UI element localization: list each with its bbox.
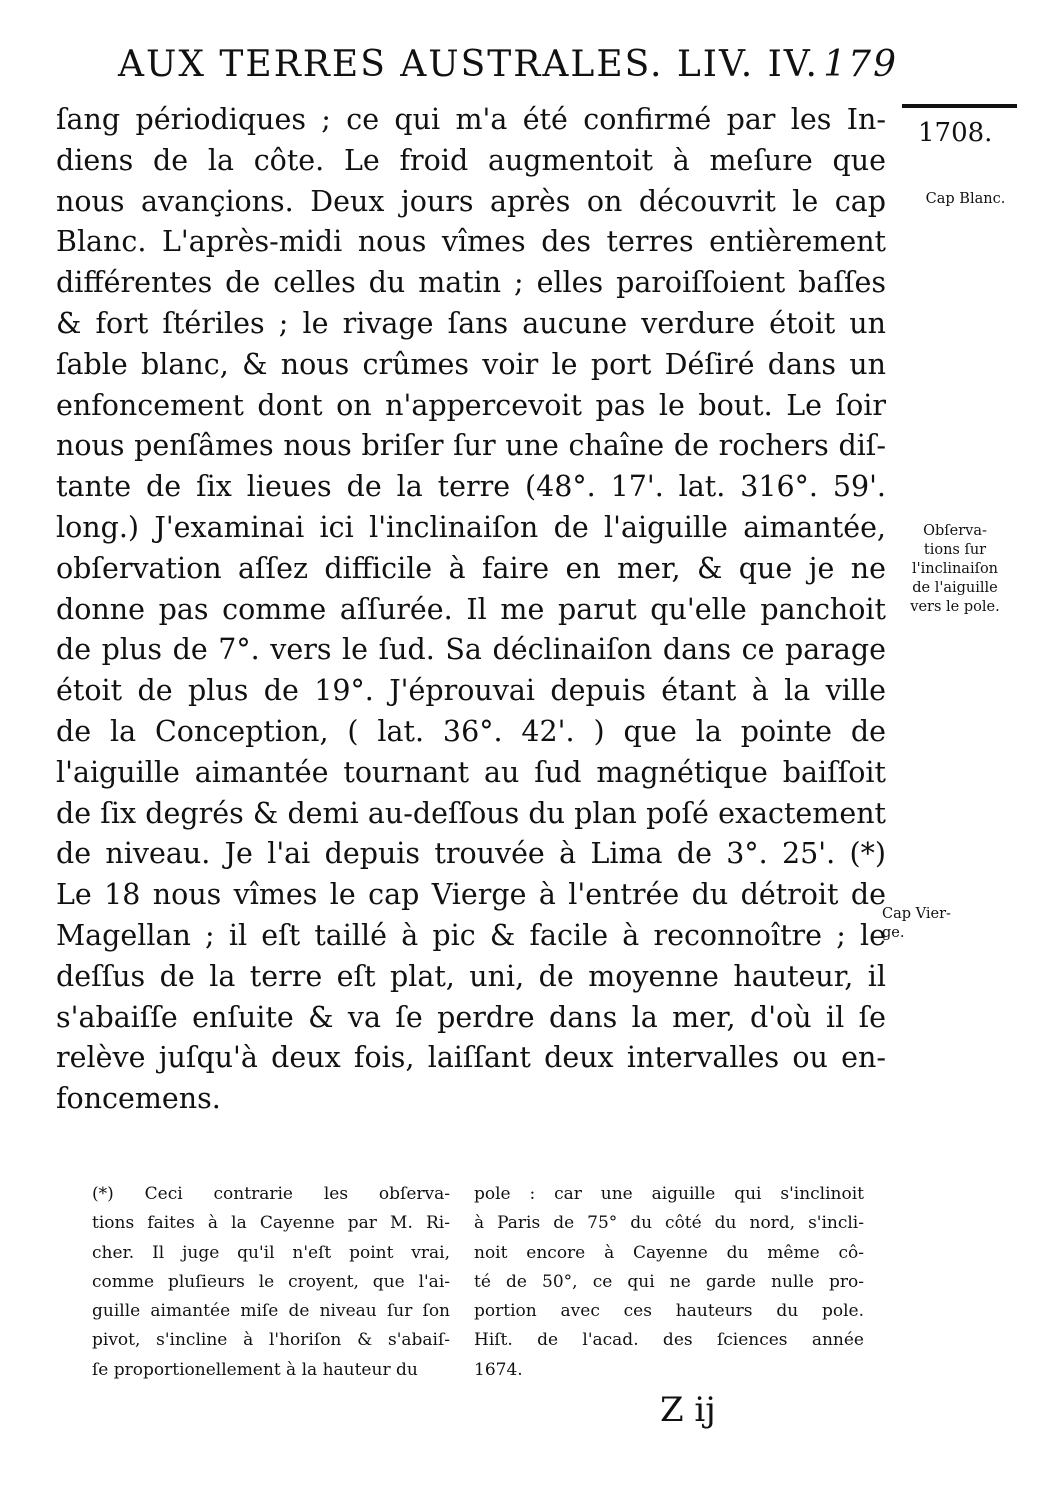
text-line: pole : car une aiguille qui s'inclinoit [474, 1184, 864, 1204]
text-line: guille aimantée miſe de niveau ſur ſon [92, 1301, 450, 1322]
text-line: té de 50°, ce qui ne garde nulle pro- [474, 1271, 864, 1292]
text-line: deſſus de la terre eſt plat, uni, de moyenne hauteur, il [56, 959, 886, 993]
text-line: comme pluſieurs le croyent, que l'ai- [92, 1271, 450, 1292]
signature-mark: Z ij [660, 1390, 716, 1430]
margin-rule [902, 104, 1017, 108]
text-line: & fort ſtériles ; le rivage ſans aucune verdure étoit un [56, 306, 886, 340]
text-line: cher. Il juge qu'il n'eſt point vrai, [92, 1242, 450, 1263]
text-line: nous penſâmes nous briſer ſur une chaîne de rochers diſ- [56, 429, 886, 463]
margin-note-line: Cap Blanc. [925, 191, 1006, 207]
text-line: portion avec ces hauteurs du pole. [474, 1301, 864, 1322]
running-header [118, 44, 898, 85]
text-line: tions faites à la Cayenne par M. Ri- [92, 1213, 450, 1234]
text-line: étoit de plus de 19°. J'éprouvai depuis étant à la ville [56, 674, 886, 708]
text-line: foncemens. [56, 1082, 221, 1116]
margin-note-line: ge. [882, 925, 905, 941]
text-line: l'aiguille aimantée tournant au ſud magnétique baiſſoit [56, 755, 886, 789]
text-line: ſable blanc, & nous crûmes voir le port Déſiré dans un [56, 347, 886, 381]
text-line: nous avançions. Deux jours après on découvrit le cap [56, 184, 886, 218]
footnote-left-column [92, 1180, 450, 1385]
text-line: ſang périodiques ; ce qui m'a été confirmé par les In- [56, 103, 886, 136]
text-line: de niveau. Je l'ai depuis trouvée à Lima de 3°. 25'. (*) [56, 837, 886, 871]
text-line: Le 18 nous vîmes le cap Vierge à l'entrée du détroit de [56, 878, 886, 912]
margin-year: 1708. [918, 118, 993, 148]
margin-note-cap-vierge [882, 905, 1032, 943]
text-line: différentes de celles du matin ; elles paroiſſoient baſſes [56, 266, 886, 300]
text-line: Blanc. L'après-midi nous vîmes des terres entièrement [56, 225, 886, 259]
footnote-right-column [474, 1180, 864, 1385]
text-line: de plus de 7°. vers le ſud. Sa déclinaiſon dans ce parage [56, 633, 886, 667]
text-line: long.) J'examinai ici l'inclinaiſon de l'aiguille aimantée, [56, 510, 886, 544]
text-line: noit encore à Cayenne du même cô- [474, 1242, 864, 1263]
text-line: relève juſqu'à deux fois, laiſſant deux intervalles ou en- [56, 1041, 886, 1075]
text-line: Magellan ; il eſt taillé à pic & facile à reconnoître ; le [56, 918, 886, 952]
margin-note-line: tions ſur [923, 542, 987, 558]
text-line: diens de la côte. Le froid augmentoit à meſure que [56, 143, 886, 177]
text-line: obſervation aſſez difficile à faire en mer, & que je ne [56, 551, 886, 585]
margin-note-observations [890, 522, 1020, 617]
text-line: donne pas comme aſſurée. Il me parut qu'elle panchoit [56, 592, 886, 626]
text-line: pivot, s'incline à l'horiſon & s'abaiſ- [92, 1330, 450, 1351]
text-line: de la Conception, ( lat. 36°. 42'. ) que la pointe de [56, 714, 886, 748]
margin-note-cap-blanc [908, 190, 1023, 209]
text-line: enfoncement dont on n'appercevoit pas le bout. Le ſoir [56, 388, 886, 422]
main-text [56, 100, 886, 1120]
running-title: AUX TERRES AUSTRALES. LIV. IV. [118, 44, 819, 85]
text-line: tante de ſix lieues de la terre (48°. 17'. lat. 316°. 59'. [56, 470, 886, 504]
margin-note-line: vers le pole. [910, 599, 1000, 615]
margin-note-line: Obſerva- [923, 523, 987, 539]
text-line: 1674. [474, 1359, 523, 1380]
text-line: ſe proportionellement à la hauteur du [92, 1359, 418, 1380]
text-line: (*) Ceci contrarie les obſerva- [92, 1184, 450, 1204]
margin-note-line: Cap Vier- [882, 906, 951, 922]
text-line: de ſix degrés & demi au-deſſous du plan poſé exactement [56, 796, 886, 830]
margin-note-line: de l'aiguille [912, 580, 998, 596]
text-line: Hiſt. de l'acad. des ſciences année [474, 1330, 864, 1351]
page-number: 179 [823, 44, 898, 85]
text-line: s'abaiſſe enſuite & va ſe perdre dans la mer, d'où il ſe [56, 1000, 886, 1034]
margin-note-line: l'inclinaiſon [911, 561, 999, 577]
text-line: à Paris de 75° du côté du nord, s'incli- [474, 1213, 864, 1234]
